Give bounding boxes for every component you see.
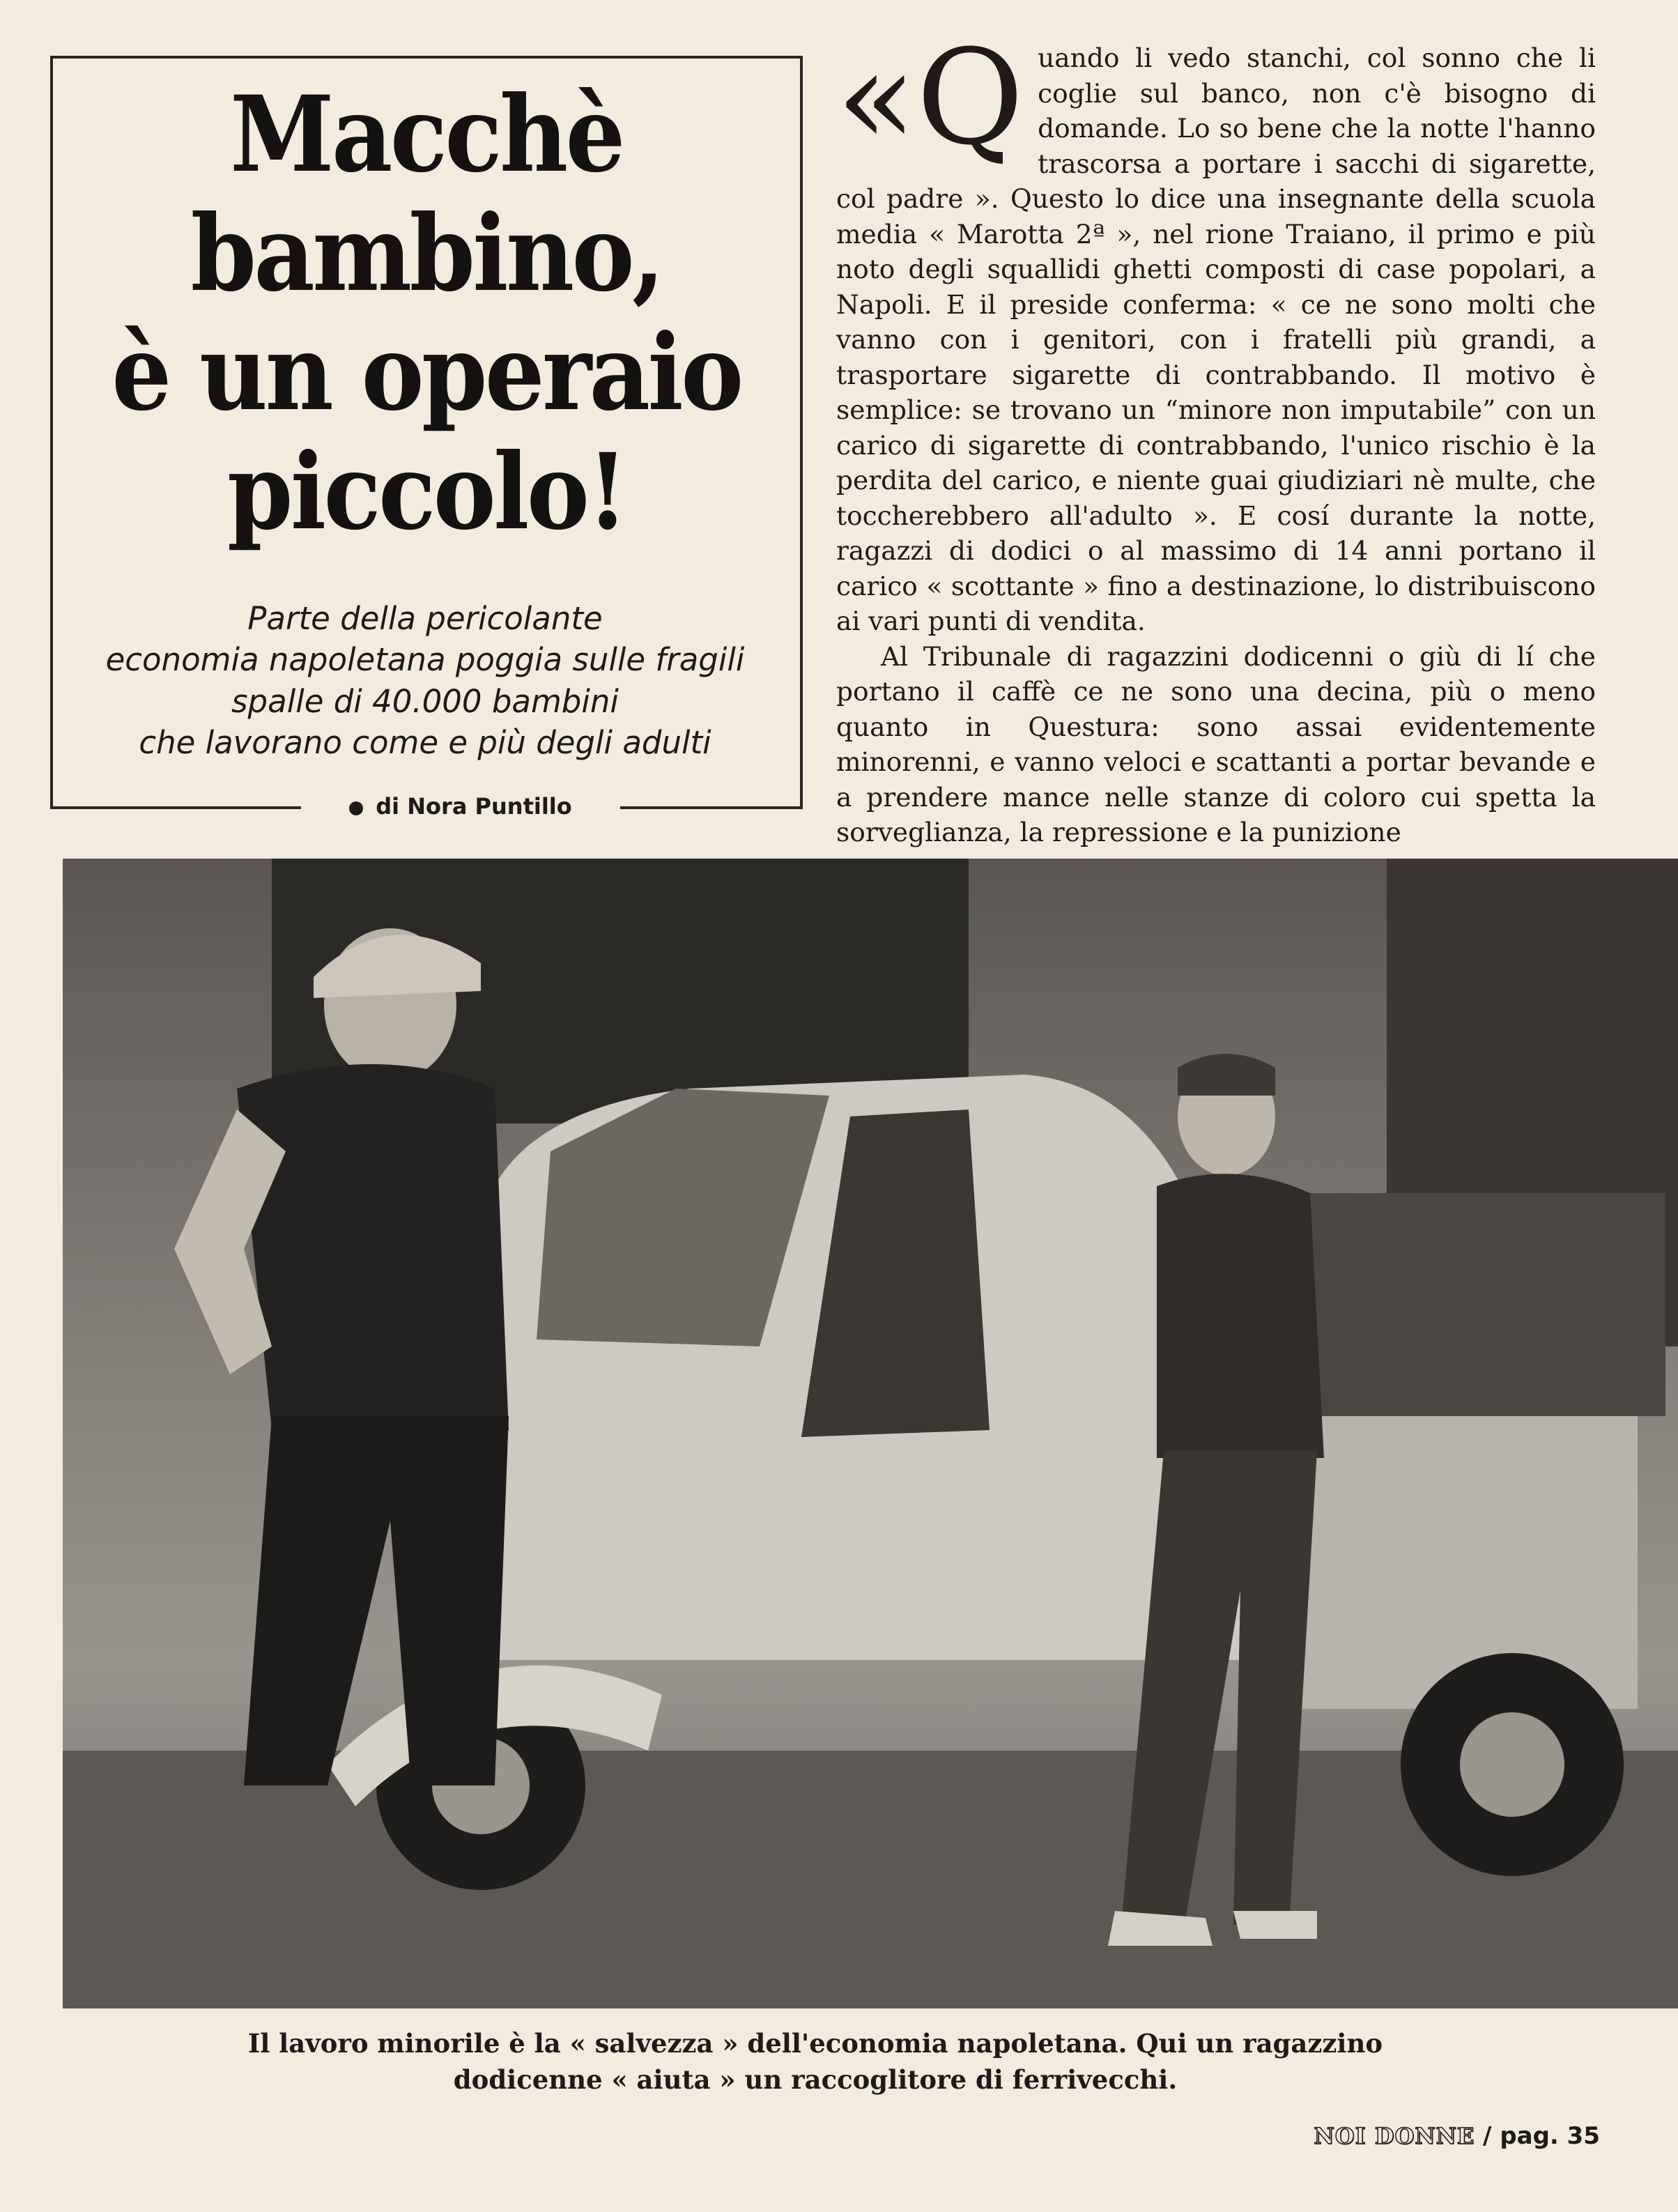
byline <box>301 790 620 823</box>
box-rule-left <box>50 806 301 809</box>
headline-line: è un operaio <box>111 312 741 434</box>
headline-line: Macchè <box>230 73 623 196</box>
byline-text: di Nora Puntillo <box>376 793 572 820</box>
page-footer <box>1314 2119 1600 2153</box>
subtitle <box>77 598 773 764</box>
paragraph-text: uando li vedo stanchi, col sonno che li coglie sul banco, non c'è bisogno di domande. Lo so bene che la notte l'hanno trascorsa a portare i sacchi di sigarette, col padre ». Questo lo dice una insegnante della scuola media « Marotta 2ª », nel rione Traiano, il primo e più noto degli squallidi ghetti composti di case popolari, a Napoli. E il preside conferma: « ce ne sono molti che vanno con i genitori, con i fratelli più grandi, a trasportare sigarette di contrabbando. Il motivo è semplice: se trovano un “minore non imputabile” con un carico di sigarette di contrabbando, l'unico rischio è la perdita del carico, e niente guai giudiziari nè multe, che toccherebbero all'adulto ». E cosí durante la notte, ragazzi di dodici o al massimo di 14 anni portano il carico « scottante » fino a destinazione, lo distribuiscono ai vari punti di vendita. <box>836 43 1596 636</box>
subtitle-line: Parte della pericolante <box>247 600 603 637</box>
headline-line: bambino, <box>190 192 663 315</box>
box-rule-right <box>620 806 803 809</box>
photo-man-boy-three-wheeler <box>63 859 1678 2009</box>
drop-cap: «Q <box>836 22 1024 174</box>
page-number: pag. 35 <box>1500 2122 1600 2150</box>
caption-line: dodicenne « aiuta » un raccoglitore di ferrivecchi. <box>453 2064 1178 2095</box>
article-body <box>836 22 1596 850</box>
photo-caption <box>63 2025 1568 2098</box>
photo-illustration <box>63 859 1678 2009</box>
footer-separator: / <box>1483 2122 1492 2150</box>
subtitle-line: spalle di 40.000 bambini <box>231 682 619 720</box>
subtitle-line: economia napoletana poggia sulle fragili <box>105 641 745 679</box>
subtitle-line: che lavorano come e più degli adulti <box>139 724 711 762</box>
article-paragraph <box>836 22 1596 639</box>
bullet-icon <box>349 801 363 815</box>
headline <box>88 75 765 552</box>
article-paragraph: Al Tribunale di ragazzini dodicenni o giù di lí che portano il caffè ce ne sono una decina, più o meno quanto in Questura: sono assai evidentemente minorenni, e vanno veloci e scattanti a portar bevande e a prendere mance nelle stanze di coloro cui spetta la sorveglianza, la repressione e la punizione <box>836 640 1596 847</box>
magazine-logo: NOI DONNE <box>1314 2123 1475 2149</box>
caption-line: Il lavoro minorile è la « salvezza » dell'economia napoletana. Qui un ragazzino <box>247 2028 1383 2059</box>
headline-line: piccolo! <box>227 431 626 553</box>
